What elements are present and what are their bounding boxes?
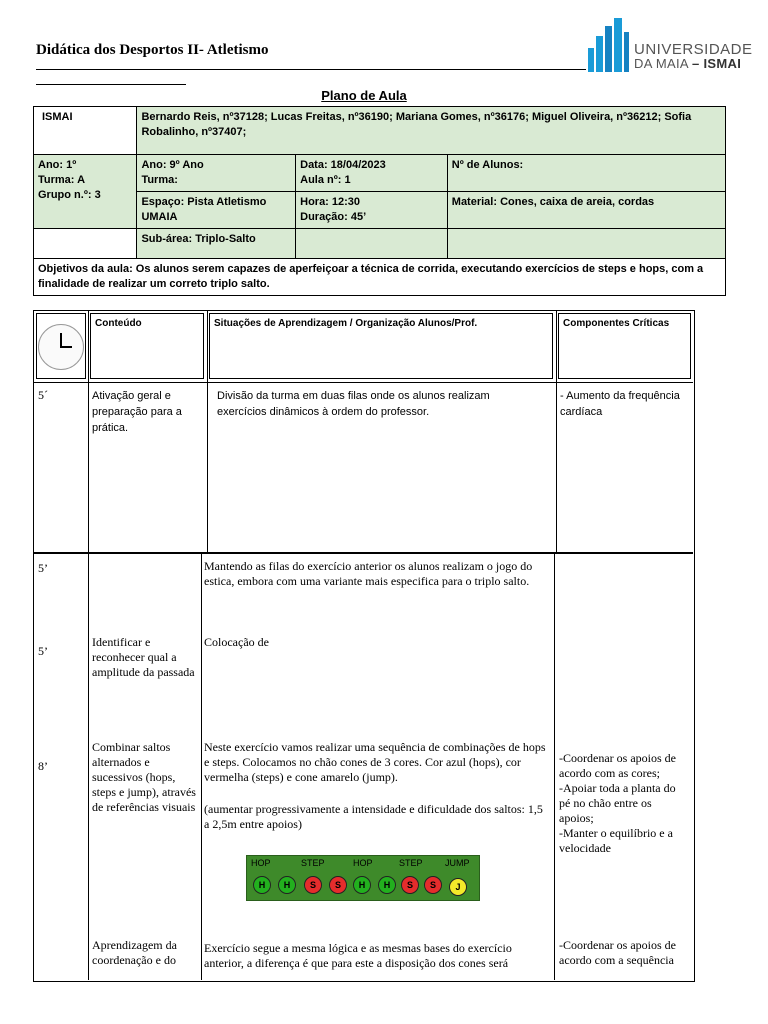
step-cone: S: [304, 876, 322, 894]
row3-situation: Colocação de: [204, 635, 269, 649]
empty-cell: [447, 229, 725, 259]
cone-label: HOP: [353, 858, 373, 868]
header-content: Conteúdo: [90, 313, 204, 379]
divider: [88, 310, 89, 552]
hop-cone: H: [353, 876, 371, 894]
cone-label: STEP: [301, 858, 325, 868]
logo-text-line2: DA MAIA – ISMAI: [634, 56, 742, 71]
divider: [33, 382, 693, 383]
header-critical: Componentes Críticas: [558, 313, 691, 379]
date-cell: Data: 18/04/2023 Aula nº: 1: [296, 155, 448, 192]
cone-label: STEP: [399, 858, 423, 868]
clock-box: [36, 313, 86, 379]
divider: [201, 552, 202, 980]
logo-text-line1: UNIVERSIDADE: [634, 41, 753, 58]
divider: [33, 552, 693, 554]
material-cell: Material: Cones, caixa de areia, cordas: [447, 192, 725, 229]
row5-critical: -Coordenar os apoios de acordo com a sequência: [559, 938, 676, 967]
divider: [88, 552, 89, 980]
empty-cell: [296, 229, 448, 259]
students-cell: Bernardo Reis, nº37128; Lucas Freitas, nº36190; Mariana Gomes, nº36176; Miguel Oliveira, nº36212; Sofia Robalinho, nº37407;: [137, 107, 726, 155]
empty-cell: [34, 229, 137, 259]
divider: [207, 310, 208, 552]
row5-situation: Exercício segue a mesma lógica e as mesmas bases do exercício anterior, a diferença é que para este a disposição dos cones será: [204, 941, 512, 970]
row3-time: 5’: [38, 644, 48, 658]
cone-label: HOP: [251, 858, 271, 868]
info-table: [33, 106, 726, 296]
step-cone: S: [401, 876, 419, 894]
row1-critical: - Aumento da frequência cardíaca: [560, 390, 680, 418]
row3-content: Identificar e reconhecer qual a amplitude da passada: [92, 635, 195, 679]
step-cone: S: [329, 876, 347, 894]
time-cell: Hora: 12:30 Duração: 45’: [296, 192, 448, 229]
header-situations: Situações de Aprendizagem / Organização Alunos/Prof.: [209, 313, 553, 379]
row4-situation-note: (aumentar progressivamente a intensidade e dificuldade dos saltos: 1,5 a 2,5m entre apoios): [204, 802, 543, 831]
class-info-cell: Ano: 1º Turma: A Grupo n.º: 3: [34, 155, 137, 229]
cone-diagram: [246, 855, 480, 901]
year-cell: Ano: 9º Ano Turma:: [137, 155, 296, 192]
space-cell: Espaço: Pista Atletismo UMAIA: [137, 192, 296, 229]
divider: [556, 310, 557, 552]
plan-title: Plano de Aula: [321, 88, 407, 103]
divider: [554, 552, 555, 980]
cone-label: JUMP: [445, 858, 470, 868]
hop-cone: H: [253, 876, 271, 894]
row5-content: Aprendizagem da coordenação e do: [92, 938, 177, 967]
row2-time: 5’: [38, 561, 48, 575]
title-underline-short: [36, 84, 186, 85]
row1-content: Ativação geral e preparação para a prática.: [92, 390, 182, 434]
row2-situation: Mantendo as filas do exercício anterior os alunos realizam o jogo do estica, embora com uma variante mais especifica para o triplo salto.: [204, 559, 533, 588]
subarea-cell: Sub-área: Triplo-Salto: [137, 229, 296, 259]
document-title: Didática dos Desportos II- Atletismo: [36, 42, 269, 58]
row1-time: 5´: [38, 388, 48, 402]
hop-cone: H: [278, 876, 296, 894]
row4-time: 8’: [38, 759, 48, 773]
step-cone: S: [424, 876, 442, 894]
hop-cone: H: [378, 876, 396, 894]
title-underline: [36, 69, 586, 70]
clock-icon: [38, 324, 84, 370]
row4-critical-list: -Coordenar os apoios de acordo com as cores; -Apoiar toda a planta do pé no chão entre os apoios; -Manter o equilíbrio e a velocidade: [559, 751, 676, 855]
row4-situation: Neste exercício vamos realizar uma sequência de combinações de hops e steps. Colocamos no chão cones de 3 cores. Cor azul (hops), cor vermelha (steps) e cone amarelo (jump).: [204, 740, 546, 784]
row4-content: Combinar saltos alternados e sucessivos (hops, steps e jump), através de referências visuais: [92, 740, 196, 814]
school-cell: ISMAI: [34, 107, 137, 155]
jump-cone: J: [449, 878, 467, 896]
row1-situation: Divisão da turma em duas filas onde os alunos realizam exercícios dinâmicos à ordem do professor.: [217, 390, 490, 418]
objectives-cell: Objetivos da aula: Os alunos serem capazes de aperfeiçoar a técnica de corrida, executando exercícios de steps e hops, com a finalidade de realizar um correto triplo salto.: [34, 259, 726, 296]
students-count-cell: Nº de Alunos:: [447, 155, 725, 192]
